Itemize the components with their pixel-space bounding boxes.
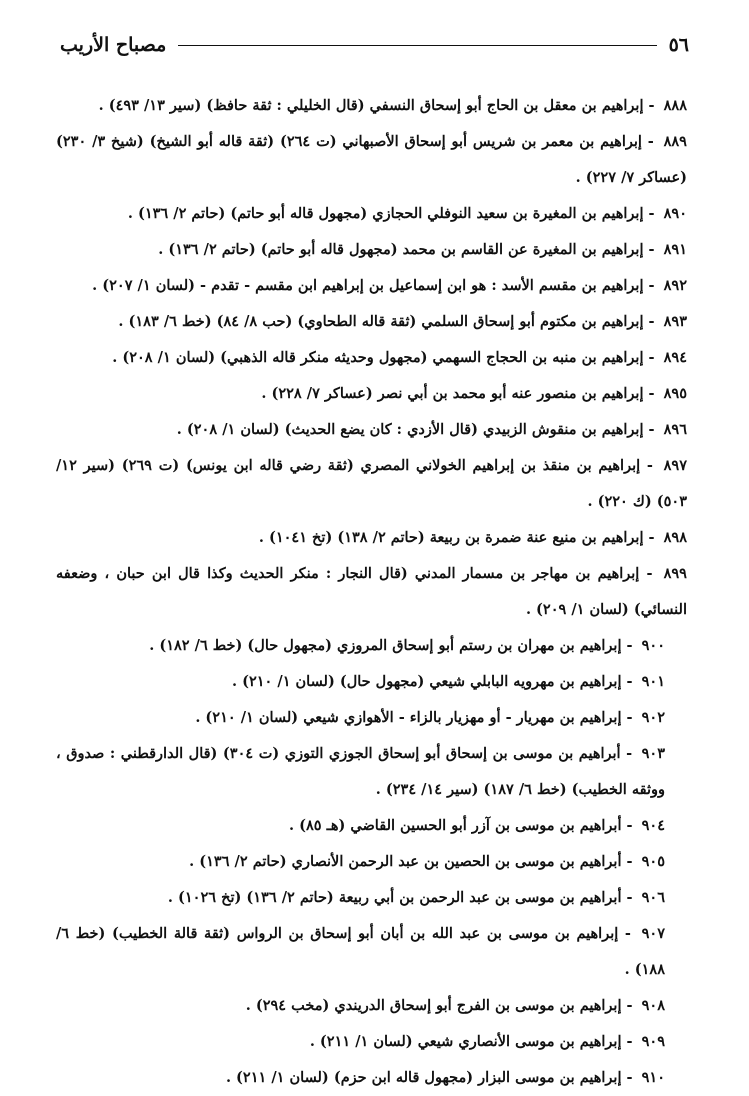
entry-text: - إبراهيم بن موسى بن الفرج أبو إسحاق الدريندي (مخب ٢٩٤) .	[245, 997, 633, 1014]
entry-number: ٨٩٢	[663, 277, 687, 294]
header-rule	[178, 45, 656, 46]
entry-item	[56, 376, 687, 412]
entry-item	[56, 988, 687, 1024]
entry-number: ٨٨٨	[663, 97, 687, 114]
entry-text: - إبراهيم بن منبه بن الحجاج السهمي (مجهول وحديثه منكر قاله الذهبي) (لسان ١/ ٢٠٨) .	[112, 349, 655, 366]
entry-text: - إبراهيم بن مهريار - أو مهزيار بالزاء - الأهوازي شيعي (لسان ١/ ٢١٠) .	[195, 709, 633, 726]
entry-text: - إبراهيم بن موسى الأنصاري شيعي (لسان ١/ ٢١١) .	[309, 1033, 633, 1050]
entry-item	[56, 736, 687, 808]
entry-item	[56, 880, 687, 916]
entry-number: ٩٠٩	[641, 1033, 665, 1050]
entry-number: ٩٠٧	[641, 925, 665, 942]
entry-text: - إبراهيم بن موسى البزار (مجهول قاله ابن حزم) (لسان ١/ ٢١١) .	[225, 1069, 633, 1086]
entry-number: ٩١٠	[641, 1069, 665, 1086]
entry-item	[56, 124, 687, 196]
entry-number: ٩٠٥	[641, 853, 665, 870]
entry-number: ٨٩٨	[663, 529, 687, 546]
entry-list	[56, 88, 687, 1096]
entry-text: - إبراهيم بن معقل بن الحاج أبو إسحاق النسفي (قال الخليلي : ثقة حافظ) (سير ١٣/ ٤٩٣) .	[98, 97, 655, 114]
entry-number: ٨٩١	[663, 241, 687, 258]
entry-number: ٨٩٩	[663, 565, 687, 582]
entry-number: ٩٠٨	[641, 997, 665, 1014]
entry-number: ٩٠٣	[641, 745, 665, 762]
entry-text: - إبراهيم بن مهرويه البابلي شيعي (مجهول حال) (لسان ١/ ٢١٠) .	[231, 673, 633, 690]
entry-item	[56, 700, 687, 736]
entry-number: ٨٩٣	[663, 313, 687, 330]
entry-text: - إبراهيم بن المغيرة بن سعيد النوفلي الحجازي (مجهول قاله أبو حاتم) (حاتم ٢/ ١٣٦) .	[127, 205, 655, 222]
entry-number: ٨٩٠	[663, 205, 687, 222]
entry-text: - إبراهيم بن منقوش الزبيدي (قال الأزدي : كان يضع الحديث) (لسان ١/ ٢٠٨) .	[176, 421, 655, 438]
page-number: ٥٦	[668, 34, 689, 56]
entry-text: - إبراهيم بن منقذ بن إبراهيم الخولاني المصري (ثقة رضي قاله ابن يونس) (ت ٢٦٩) (سير ١٢/ ٥٠٣) (ك ٢٢٠) .	[56, 457, 687, 510]
entry-text: - أبراهيم بن موسى بن عبد الرحمن بن أبي ربيعة (حاتم ٢/ ١٣٦) (تخ ١٠٢٦) .	[167, 889, 633, 906]
entry-item	[56, 916, 687, 988]
entry-number: ٨٩٤	[663, 349, 687, 366]
entry-item	[56, 808, 687, 844]
entry-text: - أبراهيم بن موسى بن إسحاق أبو إسحاق الجوزي التوزي (ت ٣٠٤) (قال الدارقطني : صدوق ، ووثقه الخطيب) (خط ٦/ ١٨٧) (سير ١٤/ ٢٣٤) .	[56, 745, 665, 798]
entry-item	[56, 304, 687, 340]
entry-number: ٩٠٢	[641, 709, 665, 726]
entry-item	[56, 628, 687, 664]
entry-item	[56, 520, 687, 556]
entry-item	[56, 448, 687, 520]
entry-item	[56, 196, 687, 232]
entry-item	[56, 556, 687, 628]
entry-text: - إبراهيم بن معمر بن شريس أبو إسحاق الأصبهاني (ت ٢٦٤) (ثقة قاله أبو الشيخ) (شيخ ٣/ ٢٣٠) (عساكر ٧/ ٢٢٧) .	[56, 133, 687, 186]
entry-text: - إبراهيم بن مهران بن رستم أبو إسحاق المروزي (مجهول حال) (خط ٦/ ١٨٢) .	[149, 637, 633, 654]
entry-text: - إبراهيم بن مكتوم أبو إسحاق السلمي (ثقة قاله الطحاوي) (حب ٨/ ٨٤) (خط ٦/ ١٨٣) .	[118, 313, 655, 330]
entry-number: ٩٠٠	[641, 637, 665, 654]
entry-text: - إبراهيم بن مهاجر بن مسمار المدني (قال النجار : منكر الحديث وكذا قال ابن حبان ، وضعفه النسائي) (لسان ١/ ٢٠٩) .	[56, 565, 687, 618]
entry-text: - إبراهيم بن منصور عنه أبو محمد بن أبي نصر (عساكر ٧/ ٢٢٨) .	[261, 385, 655, 402]
entry-item	[56, 412, 687, 448]
entry-item	[56, 268, 687, 304]
entry-text: - أبراهيم بن موسى بن آزر أبو الحسين القاضي (هـ ٨٥) .	[289, 817, 633, 834]
entry-item	[56, 88, 687, 124]
entry-number: ٩٠١	[641, 673, 665, 690]
entry-item	[56, 340, 687, 376]
entry-number: ٨٨٩	[663, 133, 687, 150]
entry-number: ٩٠٦	[641, 889, 665, 906]
entry-item	[56, 844, 687, 880]
page-header	[60, 30, 689, 60]
entry-item	[56, 1060, 687, 1096]
entry-number: ٩٠٤	[641, 817, 665, 834]
entry-text: - إبراهيم بن موسى بن عبد الله بن أبان أبو إسحاق بن الرواس (ثقة قالة الخطيب) (خط ٦/ ١٨٨) .	[56, 925, 665, 978]
entry-number: ٨٩٥	[663, 385, 687, 402]
book-title: مصباح الأريب	[60, 34, 167, 56]
entry-item	[56, 664, 687, 700]
entry-item	[56, 1024, 687, 1060]
entry-text: - أبراهيم بن موسى بن الحصين بن عبد الرحمن الأنصاري (حاتم ٢/ ١٣٦) .	[189, 853, 633, 870]
entry-number: ٨٩٧	[663, 457, 687, 474]
entry-text: - إبراهيم بن مقسم الأسد : هو ابن إسماعيل بن إبراهيم ابن مقسم - تقدم - (لسان ١/ ٢٠٧) .	[92, 277, 655, 294]
entry-text: - إبراهيم بن المغيرة عن القاسم بن محمد (مجهول قاله أبو حاتم) (حاتم ٢/ ١٣٦) .	[158, 241, 655, 258]
entry-number: ٨٩٦	[663, 421, 687, 438]
entry-text: - إبراهيم بن منيع عنة ضمرة بن ربيعة (حاتم ٢/ ١٣٨) (تخ ١٠٤١) .	[258, 529, 655, 546]
entry-item	[56, 232, 687, 268]
